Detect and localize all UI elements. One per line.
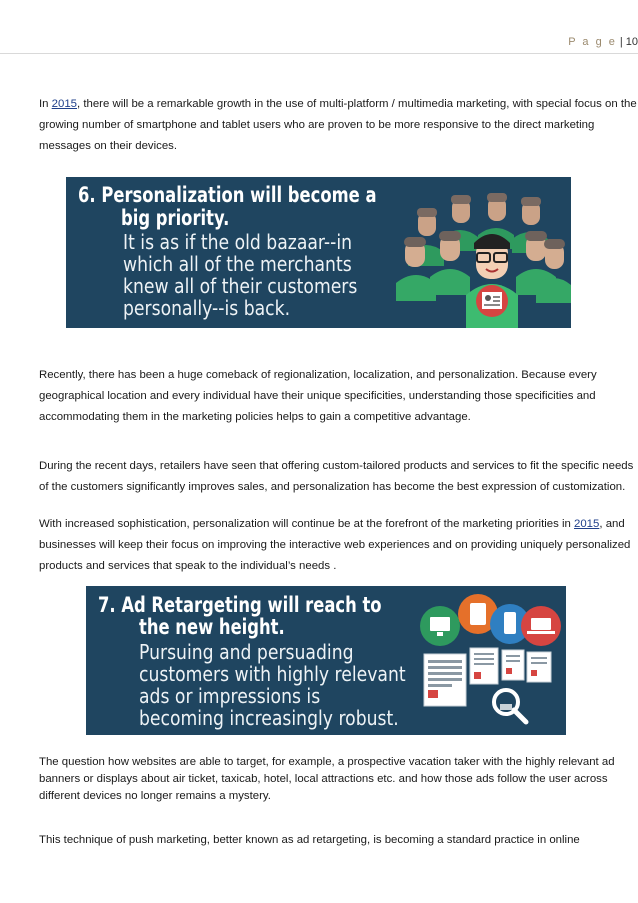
paragraph-push-marketing: This technique of push marketing, better known as ad retargeting, is becoming a standard practice in online [39, 834, 580, 846]
banner2-number: 7. [98, 593, 116, 617]
banner1-sub-2: which all of the merchants [123, 252, 352, 276]
banner2-sub-2: customers with highly relevant [139, 662, 406, 686]
devices-ads-icon [414, 586, 566, 735]
page-label: P a g e [568, 36, 617, 48]
paragraph-sophistication [39, 514, 637, 577]
header-rule [0, 53, 638, 54]
page-separator: | [619, 36, 623, 48]
banner2-heading-2: the new height. [139, 615, 285, 639]
ad-retargeting-banner [86, 586, 566, 735]
banner2-heading-text: Ad Retargeting will reach to [121, 593, 382, 617]
paragraph-custom-tailored: During the recent days, retailers have seen that offering custom-tailored products and services to fit the specific needs of the customers significantly improves sales, and personalization has become the best expression of customization. [39, 460, 634, 493]
banner1-sub-3: knew all of their customers [123, 274, 358, 298]
page-header [568, 36, 638, 48]
banner1-sub-4: personally--is back. [123, 296, 291, 320]
year-link-2[interactable]: 2015 [574, 518, 600, 530]
para4-text-a: With increased sophistication, personalization will continue be at the forefront of the marketing priorities in [39, 518, 575, 530]
year-link-1[interactable]: 2015 [51, 98, 78, 110]
banner2-sub-4: becoming increasingly robust. [139, 706, 399, 730]
banner2-sub-3: ads or impressions is [139, 684, 321, 708]
para1-text-b: , there will be a remarkable growth in the use of multi-platform / multimedia marketing, with special focus on the growing number of smartphone and tablet users who are proven to be more responsive to the direct marketing messages on their devices. [39, 98, 637, 152]
banner1-heading-2: big priority. [121, 206, 230, 230]
banner2-heading-1 [98, 595, 382, 616]
page-number: 10 [625, 36, 638, 48]
para1-text-a: In [39, 98, 52, 110]
paragraph-intro [39, 94, 637, 157]
paragraph-regionalization: Recently, there has been a huge comeback of regionalization, localization, and personalization. Because every geographical location and every individual have their unique specificities, understanding those specificities and accommodating them in the marketing policies helps to gain a competitive advantage. [39, 369, 597, 423]
banner1-heading-text: Personalization will become a [101, 183, 377, 207]
crowd-people-icon [396, 177, 571, 328]
banner1-heading-1 [78, 185, 377, 206]
banner1-sub-1: It is as if the old bazaar--in [123, 230, 353, 254]
para4-text-b: , and businesses will keep their focus on improving the interactive web experiences and on providing uniquely personalized products and services that speak to the individual’s needs . [39, 518, 631, 572]
banner2-sub-1: Pursuing and persuading [139, 640, 354, 664]
banner1-number: 6. [78, 183, 96, 207]
paragraph-question: The question how websites are able to target, for example, a prospective vacation taker with the highly relevant ad banners or displays about air ticket, taxicab, hotel, local attractions etc. and how those ads follow the user across different devices no longer remains a mystery. [39, 756, 615, 802]
personalization-banner [66, 177, 571, 328]
